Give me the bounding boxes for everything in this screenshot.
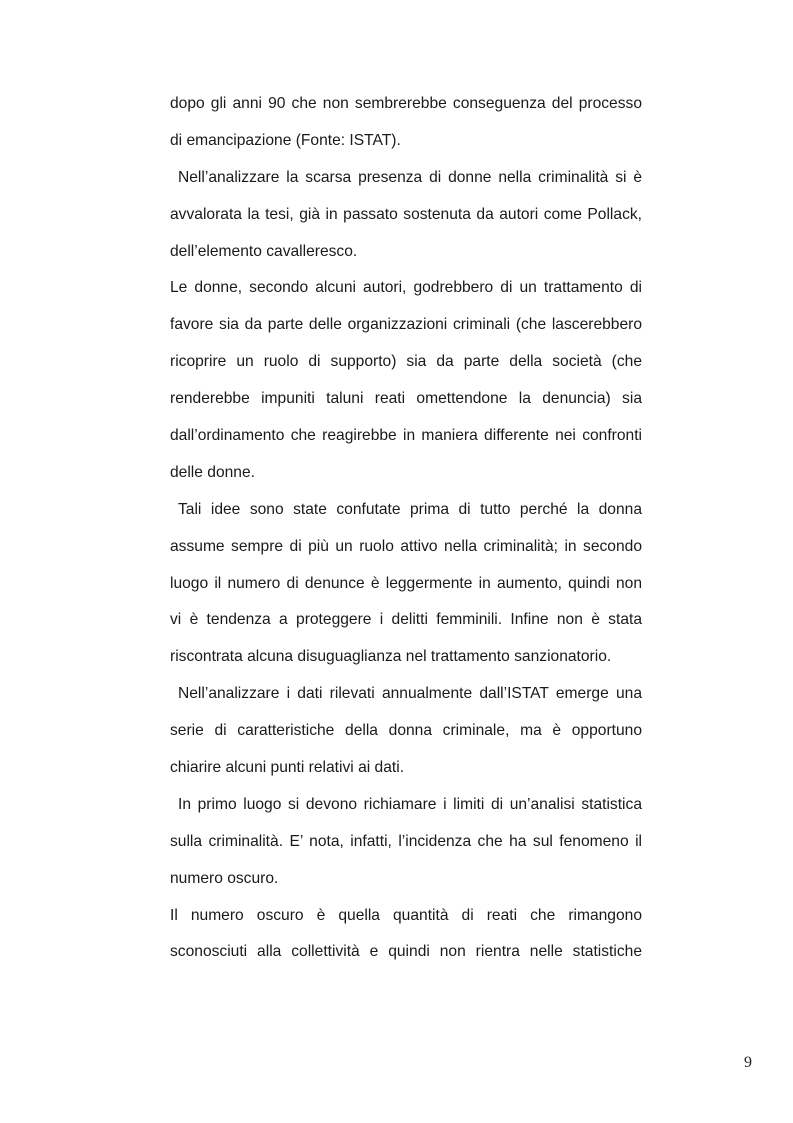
text-line: In primo luogo si devono richiamare i limiti di un’analisi statistica (178, 795, 642, 813)
text-line: assume sempre di più un ruolo attivo nella criminalità; in secondo (170, 537, 642, 555)
text-line: chiarire alcuni punti relativi ai dati. (170, 759, 405, 777)
text-line: riscontrata alcuna disuguaglianza nel trattamento sanzionatorio. (170, 648, 612, 666)
text-line: Il numero oscuro è quella quantità di reati che rimangono (170, 906, 642, 924)
text-line: dall’ordinamento che reagirebbe in maniera differente nei confronti (170, 427, 642, 445)
text-line: avvalorata la tesi, già in passato sostenuta da autori come Pollack, (170, 205, 642, 223)
text-line: renderebbe impuniti taluni reati omettendone la denuncia) sia (170, 390, 642, 408)
text-line: Nell’analizzare i dati rilevati annualmente dall’ISTAT emerge una (178, 685, 642, 703)
text-line: sulla criminalità. E’ nota, infatti, l’incidenza che ha sul fenomeno il (170, 832, 642, 850)
body-text (170, 86, 642, 971)
text-line: Tali idee sono state confutate prima di tutto perché la donna (178, 500, 642, 518)
text-line: dopo gli anni 90 che non sembrerebbe conseguenza del processo (170, 95, 642, 112)
text-line: vi è tendenza a proteggere i delitti femminili. Infine non è stata (170, 611, 642, 629)
text-line: di emancipazione (Fonte: ISTAT). (170, 131, 401, 149)
text-line: sconosciuti alla collettività e quindi non rientra nelle statistiche (170, 943, 642, 961)
text-line: luogo il numero di denunce è leggermente in aumento, quindi non (170, 574, 642, 592)
text-line: Nell’analizzare la scarsa presenza di donne nella criminalità si è (178, 168, 642, 186)
text-line: ricoprire un ruolo di supporto) sia da parte della società (che (170, 353, 642, 371)
text-line: dell’elemento cavalleresco. (170, 242, 358, 260)
text-line: numero oscuro. (170, 869, 279, 887)
text-line: serie di caratteristiche della donna criminale, ma è opportuno (170, 722, 642, 740)
text-line: favore sia da parte delle organizzazioni criminali (che lascerebbero (170, 316, 642, 334)
page-number: 9 (744, 1054, 752, 1071)
text-line: delle donne. (170, 463, 255, 481)
text-line: Le donne, secondo alcuni autori, godrebbero di un trattamento di (170, 279, 642, 297)
